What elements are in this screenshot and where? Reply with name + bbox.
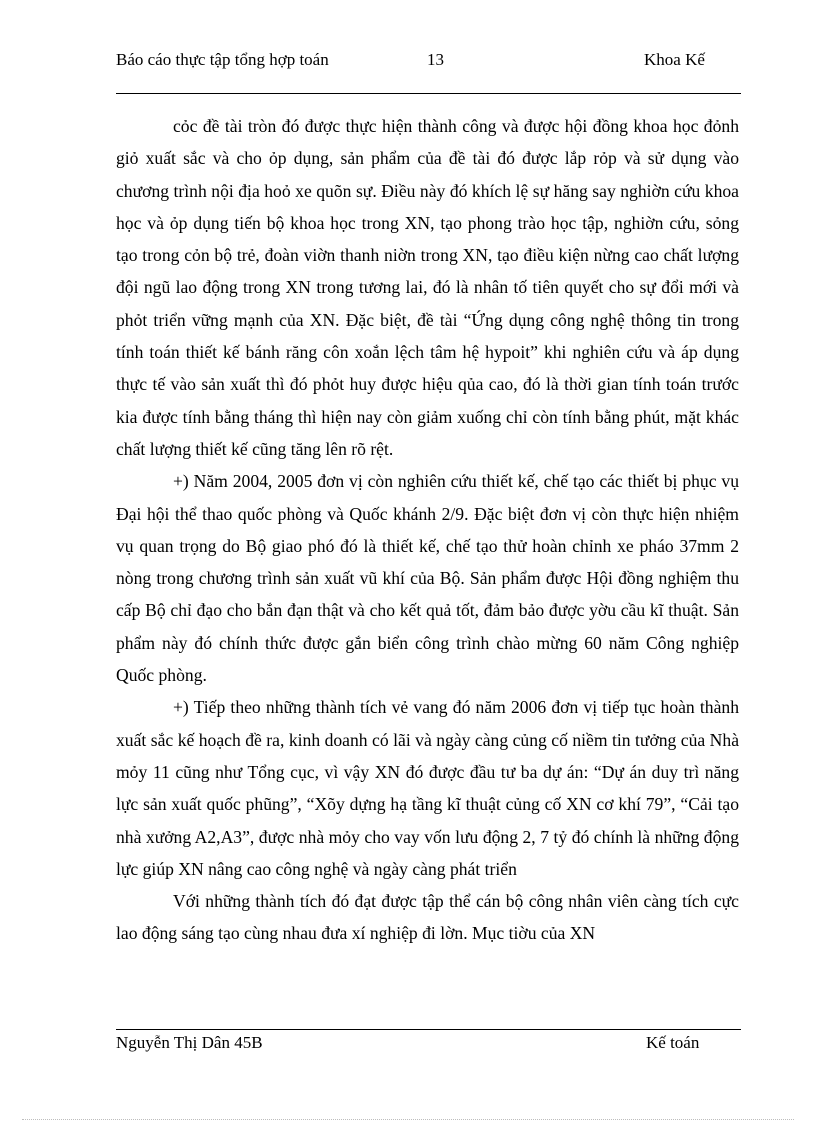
- paragraph-4: Với những thành tích đó đạt được tập thể cán bộ công nhân viên càng tích cực lao động sáng tạo cùng nhau đưa xí nghiệp đi lờn. Mục tiờu của XN: [116, 891, 739, 944]
- paragraph-2: +) Năm 2004, 2005 đơn vị còn nghiên cứu thiết kế, chế tạo các thiết bị phục vụ Đại hội thể thao quốc phòng và Quốc khánh 2/9. Đặc biệt đơn vị còn thực hiện nhiệm vụ quan trọng do Bộ giao phó đó là thiết kế, chế tạo thử hoàn chỉnh xe pháo 37mm 2 nòng trong chương trình sản xuất vũ khí của Bộ. Sản phẩm được Hội đồng nghiệm thu cấp Bộ chỉ đạo cho bắn đạn thật và cho kết quả tốt, đảm bảo được yờu cầu kĩ thuật. Sản phẩm này đó chính thức được gắn biển công trình chào mừng 60 năm Công nghiệp Quốc phòng.: [116, 471, 739, 686]
- header-report-title: Báo cáo thực tập tổng hợp toán: [116, 50, 329, 69]
- header-divider: [116, 93, 741, 94]
- footer-author: Nguyễn Thị Dân 45B: [116, 1033, 263, 1052]
- paragraph-3: +) Tiếp theo những thành tích vẻ vang đó năm 2006 đơn vị tiếp tục hoàn thành xuất sắc kế hoạch đề ra, kinh doanh có lãi và ngày càng củng cố niềm tin tưởng của Nhà mỏy 11 cũng như Tổng cục, vì vậy XN đó được đầu tư ba dự án: “Dự án duy trì năng lực sản xuất quốc phũng”, “Xõy dựng hạ tầng kĩ thuật củng cố XN cơ khí 79”, “Cải tạo nhà xưởng A2,A3”, được nhà mỏy cho vay vốn lưu động 2, 7 tỷ đó chính là những động lực giúp XN nâng cao công nghệ và ngày càng phát triển: [116, 697, 739, 879]
- document-body: [116, 110, 739, 950]
- paragraph-1: cỏc đề tài tròn đó được thực hiện thành công và được hội đồng khoa học đỏnh giỏ xuất sắc và cho ỏp dụng, sản phẩm của đề tài đó được lắp rỏp và sử dụng vào chương trình nội địa hoỏ xe quõn sự. Điều này đó khích lệ sự hăng say nghiờn cứu khoa học và ỏp dụng tiến bộ khoa học trong XN, tạo phong trào học tập, nghiờn cứu, sỏng tạo trong cỏn bộ trẻ, đoàn viờn thanh niờn trong XN, tạo điều kiện nừng cao chất lượng đội ngũ lao động trong XN trong tương lai, đó là nhân tố tiên quyết cho sự đổi mới và phỏt triển vững mạnh của XN. Đặc biệt, đề tài “Ứng dụng công nghệ thông tin trong tính toán thiết kế bánh răng côn xoắn lệch tâm hệ hypoit” khi nghiên cứu và áp dụng thực tế vào sản xuất thì đó phỏt huy được hiệu qủa cao, đó là thời gian tính toán trước kia được tính bằng tháng thì hiện nay còn giảm xuống chỉ còn tính bằng phút, mặt khác chất lượng thiết kế cũng tăng lên rõ rệt.: [116, 116, 739, 459]
- footer-department: Kế toán: [646, 1033, 700, 1052]
- page-number: 13: [427, 50, 444, 69]
- footer-divider: [116, 1029, 741, 1030]
- header-department: Khoa Kế: [644, 50, 705, 69]
- page-edge-line: [22, 1119, 794, 1120]
